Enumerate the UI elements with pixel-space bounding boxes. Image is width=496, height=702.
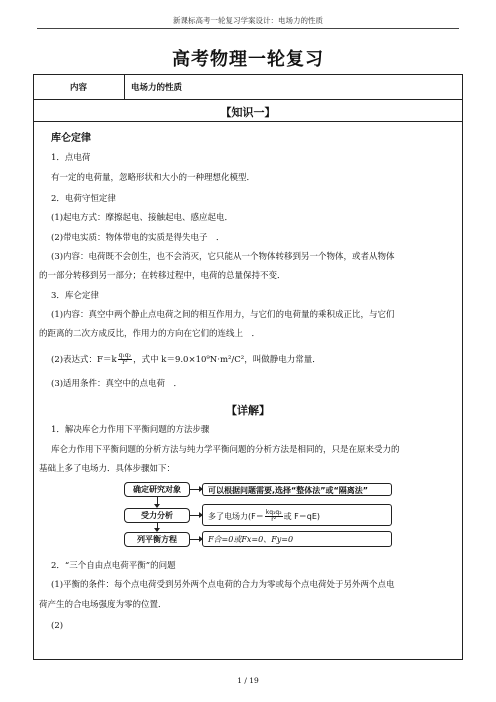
text-line: 库仑力作用下平衡问题的分析方法与纯力学平衡问题的分析方法是相同的，只是在原来受力的 [51,445,400,455]
step3-note: F合=0或Fx=0、Fy=0 [208,535,294,544]
text-line: 2．“三个自由点电荷平衡”的问题 [51,561,176,571]
text-line: (3)适用条件：真空中的点电荷 ． [51,379,183,389]
text-line: 1．点电荷 [51,153,91,163]
right-arrow-icon [190,515,202,516]
subheading-coulomb-law: 库仑定律 [51,133,91,144]
step2-fraction [265,510,283,523]
procedure-diagram [124,482,394,552]
formula-prefix: (2)表达式：F＝k [51,355,117,365]
text-line: (2) [51,621,64,631]
down-arrow-icon [157,523,158,531]
step-box-select-object: 确定研究对象 [124,482,190,497]
content-value: 电场力的性质 [131,83,183,93]
text-line: 1．解决库仑力作用下平衡问题的方法步骤 [51,425,210,435]
formula-fraction [118,353,133,366]
text-line: (1)起电方式：摩擦起电、接触起电、感应起电． [51,213,234,223]
text-line: (2)带电实质：物体带电的实质是得失电子 ． [51,233,225,243]
page-number: 1 / 19 [237,676,259,685]
right-arrow-icon [190,539,202,540]
text-line: 荷产生的合电场强度为零的位置． [39,600,167,610]
right-arrow-icon [190,489,202,490]
table-row-divider [33,99,463,100]
text-line: 3．库仑定律 [51,291,99,301]
text-line: 的一部分转移到另一部分；在转移过程中，电荷的总量保持不变． [39,271,286,281]
header-rule [37,28,459,29]
coulomb-formula [51,353,321,366]
section-heading-detail: 【详解】 [226,404,270,417]
content-label: 内容 [69,83,87,93]
fraction-numerator: kq₁q₂ [265,509,282,516]
step2-note [208,510,320,523]
step-box-equilibrium-equation: 列平衡方程 [124,532,190,547]
section-heading-knowledge: 【知识一】 [220,106,276,119]
step2-note-suffix: 或 F＝qE) [283,512,321,521]
step1-note: 可以根据问题需要,选择“整体法”或“隔离法” [208,486,369,495]
down-arrow-icon [157,497,158,507]
text-line: 的距离的二次方成反比，作用力的方向在它们的连线上 ． [39,329,261,339]
running-header: 新课标高考一轮复习学案设计：电场力的性质 [173,16,323,25]
text-line: (3)内容：电荷既不会创生，也不会消灭，它只能从一个物体转移到另一个物体，或者从物体 [51,252,395,262]
fraction-numerator: q₁q₂ [118,352,132,359]
content-table [33,74,463,660]
text-line: (1)内容：真空中两个静止点电荷之间的相互作用力，与它们的电荷量的乘积成正比，与它们 [51,310,395,320]
formula-suffix: ，式中 k＝9.0×10⁹N·m²/C²，叫做静电力常量． [133,355,321,365]
step-box-force-analysis: 受力分析 [124,508,190,523]
fraction-denominator: r² [271,516,277,523]
text-line: 基础上多了电场力．具体步骤如下： [39,464,176,474]
step2-note-prefix: 多了电场力(F＝ [208,512,264,521]
text-line: (1)平衡的条件：每个点电荷受到另外两个点电荷的合力为零或每个点电荷处于另外两个点电 [51,580,395,590]
table-column-divider [124,74,125,99]
page-title: 高考物理一轮复习 [172,49,324,70]
table-row-divider [33,121,463,122]
text-line: 2．电荷守恒定律 [51,194,116,204]
fraction-denominator: r² [122,359,128,366]
text-line: 有一定的电荷量，忽略形状和大小的一种理想化模型． [51,173,256,183]
